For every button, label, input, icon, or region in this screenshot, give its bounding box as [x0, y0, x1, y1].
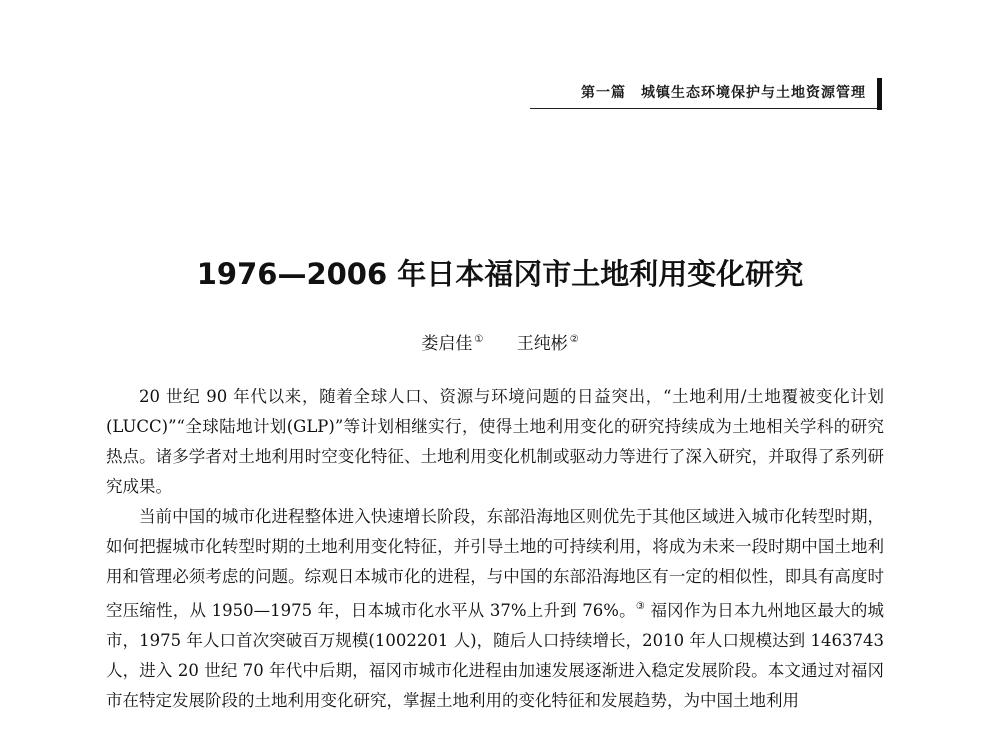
article-body: [106, 382, 884, 716]
author-name: 王纯彬: [516, 334, 568, 354]
paragraph-1: 20 世纪 90 年代以来，随着全球人口、资源与环境问题的日益突出，“土地利用/土地覆被变化计划(LUCC)”“全球陆地计划(GLP)”等计划相继实行，使得土地利用变化的研究持续成为土地相关学科的研究热点。诸多学者对土地利用时空变化特征、土地利用变化机制或驱动力等进行了深入研究，并取得了系列研究成果。: [106, 387, 884, 496]
author-line: [0, 329, 1000, 354]
author-name: 娄启佳: [421, 334, 473, 354]
paragraph-2: [106, 502, 884, 716]
running-header-text: 第一篇 城镇生态环境保护与土地资源管理: [581, 85, 866, 101]
author-footnote-marker: ①: [474, 334, 484, 345]
running-header: [530, 78, 882, 109]
author-1: [421, 329, 483, 354]
author-footnote-marker: ②: [569, 334, 579, 345]
paragraph-2-part-1: 当前中国的城市化进程整体进入快速增长阶段，东部沿海地区则优先于其他区域进入城市化转型时期，如何把握城市化转型时期的土地利用变化特征，并引导土地的可持续利用，将成为未来一段时期中国土地利用和管理必须考虑的问题。综观日本城市化的进程，与中国的东部沿海地区有一定的相似性，即具有高度时空压缩性，从 1950—1975 年，日本城市化水平从 37%上升到 76%。: [106, 507, 884, 620]
footnote-marker: ③: [635, 601, 646, 612]
article-title: 1976—2006 年日本福冈市土地利用变化研究: [196, 257, 804, 291]
author-2: [517, 329, 579, 354]
paragraph-2-part-2: 福冈作为日本九州地区最大的城市，1975 年人口首次突破百万规模(1002201 人)，随后人口持续增长，2010 年人口规模达到 1463743 人，进入 20 世纪 70 年代中后期，福冈市城市化进程由加速发展逐渐进入稳定发展阶段。本文通过对福冈市在特定发展阶段的土地利用变化研究，掌握土地利用的变化特征和发展趋势，为中国土地利用: [106, 601, 885, 710]
running-header-bar: [877, 78, 882, 110]
